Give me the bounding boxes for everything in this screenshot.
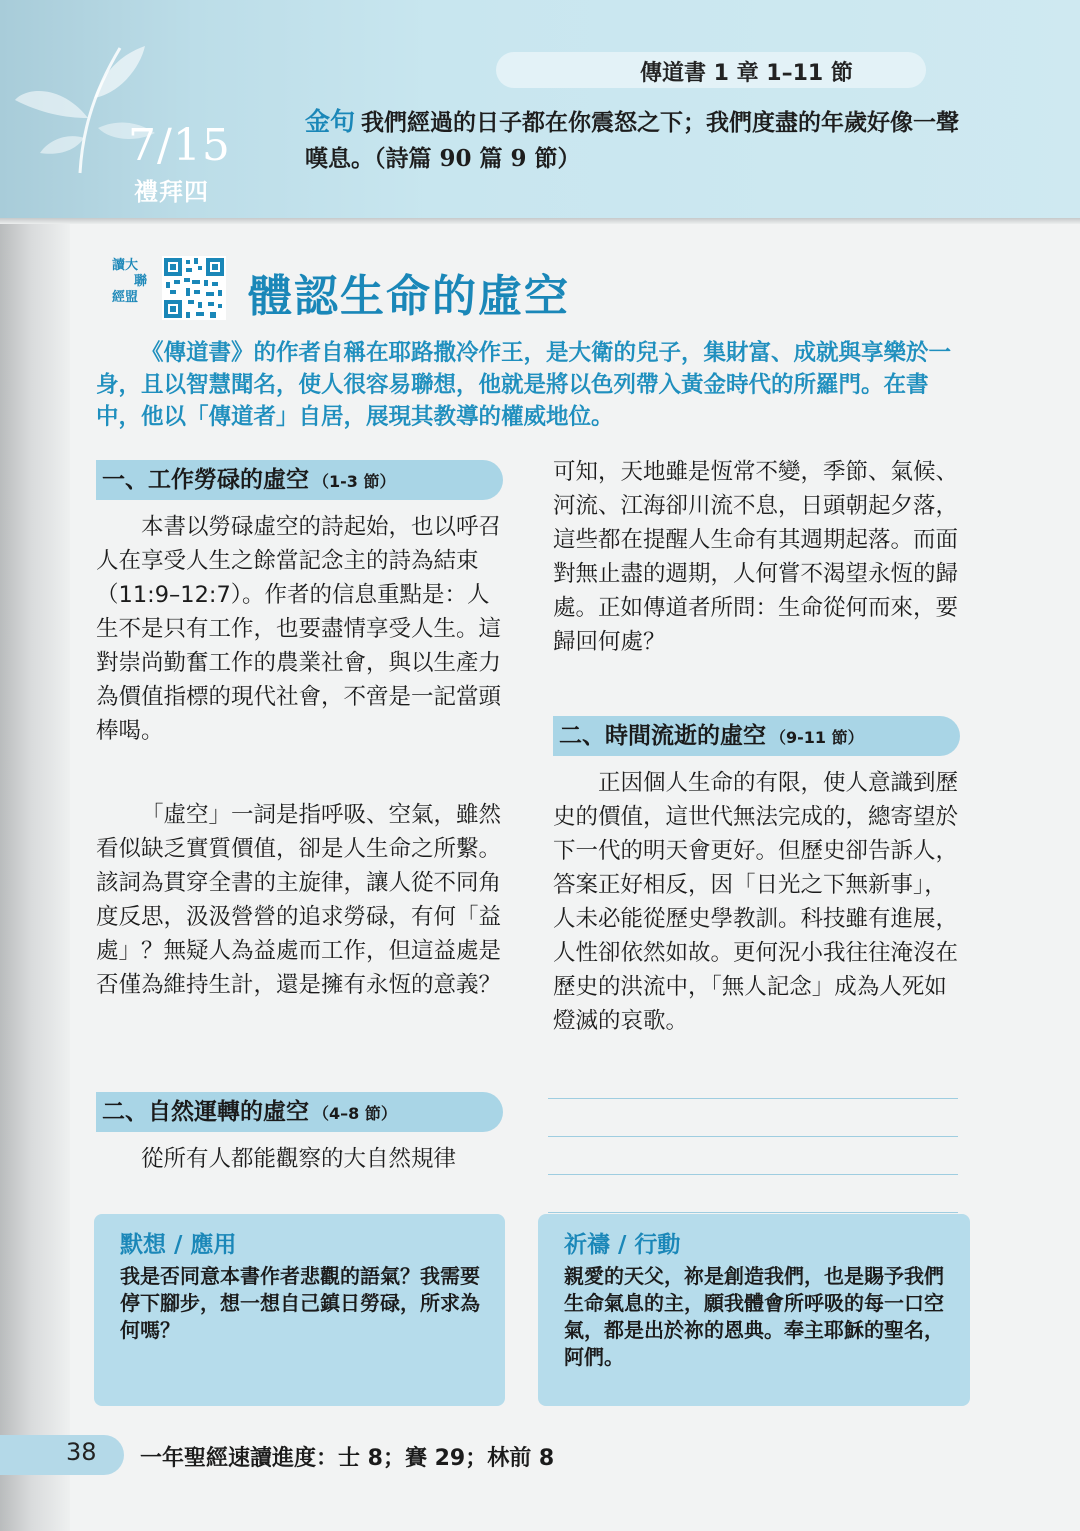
body-paragraph: 「虛空」一詞是指呼吸、空氣，雖然看似缺乏實質價值，卻是人生命之所繫。該詞為貫穿全書的主旋律，讓人從不同角度反思，汲汲營營的追求勞碌，有何「益處」？無疑人為益處而工作，但這益處是否僅為維持生計，還是擁有永恆的意義？ xyxy=(96,802,502,998)
golden-verse: 我們經過的日子都在你震怒之下；我們度盡的年歲好像一聲嘆息。（詩篇 90 篇 9 節） xyxy=(305,109,960,172)
body-paragraph: 可知，天地雖是恆常不變，季節、氣候、河流、江海卻川流不息，日頭朝起夕落，這些都在提醒人生命有其週期起落。而面對無止盡的週期，人何嘗不渴望永恆的歸處。正如傳道者所問：生命從何而來，要歸回何處？ xyxy=(553,459,959,655)
golden-label: 金句 xyxy=(305,107,356,136)
date: 7/15 xyxy=(128,120,231,171)
page-number: 38 xyxy=(66,1438,97,1466)
prayer-text: 親愛的天父，祢是創造我們，也是賜予我們生命氣息的主，願我體會所呼吸的每一口空氣，都是出於祢的恩典。奉主耶穌的聖名，阿們。 xyxy=(564,1264,944,1369)
section-verses: （4–8 節） xyxy=(313,1104,397,1123)
badge-line: 聯 xyxy=(134,274,148,289)
intro-paragraph: 《傳道書》的作者自稱在耶路撒冷作王，是大衛的兒子，集財富、成就與享樂於一身，且以智慧聞名，使人很容易聯想，他就是將以色列帶入黃金時代的所羅門。在書中，他以「傳道者」自居，展現其教導的權威地位。 xyxy=(96,340,952,430)
note-line xyxy=(548,1098,958,1099)
section-verses: （1-3 節） xyxy=(313,472,396,491)
section-title: 二、自然運轉的虛空 xyxy=(102,1099,309,1125)
section-title: 二、時間流逝的虛空 xyxy=(559,723,766,749)
note-line xyxy=(548,1136,958,1137)
prayer-box xyxy=(538,1214,970,1406)
section-heading xyxy=(96,1092,503,1132)
section-heading xyxy=(96,460,503,500)
badge-line: 經盟 xyxy=(112,290,139,305)
reading-league-badge xyxy=(112,258,162,322)
book-spine-shadow xyxy=(0,0,70,1531)
scripture-reference: 傳道書 1 章 1–11 節 xyxy=(640,61,853,86)
reading-progress: 一年聖經速讀進度：士 8；賽 29；林前 8 xyxy=(140,1446,555,1471)
badge-line: 讀大 xyxy=(112,258,139,273)
meditation-text: 我是否同意本書作者悲觀的語氣？我需要停下腳步，想一想自己鎮日勞碌，所求為何嗎？ xyxy=(120,1264,480,1342)
note-line xyxy=(548,1174,958,1175)
weekday: 禮拜四 xyxy=(134,178,209,206)
golden-verse-block xyxy=(305,104,975,177)
section-heading xyxy=(553,716,960,756)
meditation-box xyxy=(94,1214,505,1406)
devotion-title: 體認生命的虛空 xyxy=(248,271,570,322)
section-verses: （9-11 節） xyxy=(770,728,864,747)
header-divider xyxy=(0,218,1080,224)
section-title: 一、工作勞碌的虛空 xyxy=(102,467,309,493)
body-paragraph: 本書以勞碌虛空的詩起始，也以呼召人在享受人生之餘當記念主的詩為結束（11:9–12:7）。作者的信息重點是：人生不是只有工作，也要盡情享受人生。這對崇尚勤奮工作的農業社會，與以生產力為價值指標的現代社會，不啻是一記當頭棒喝。 xyxy=(96,514,502,744)
meditation-heading: 默想 / 應用 xyxy=(120,1232,237,1258)
body-paragraph: 正因個人生命的有限，使人意識到歷史的價值，這世代無法完成的，總寄望於下一代的明天會更好。但歷史卻告訴人，答案正好相反，因「日光之下無新事」，人未必能從歷史學教訓。科技雖有進展，人性卻依然如故。更何況小我往往淹沒在歷史的洪流中，「無人記念」成為人死如燈滅的哀歌。 xyxy=(553,770,959,1034)
note-line xyxy=(548,1212,958,1213)
qr-code-icon[interactable] xyxy=(162,256,226,320)
body-paragraph: 從所有人都能觀察的大自然規律 xyxy=(141,1146,457,1172)
prayer-heading: 祈禱 / 行動 xyxy=(564,1232,681,1258)
